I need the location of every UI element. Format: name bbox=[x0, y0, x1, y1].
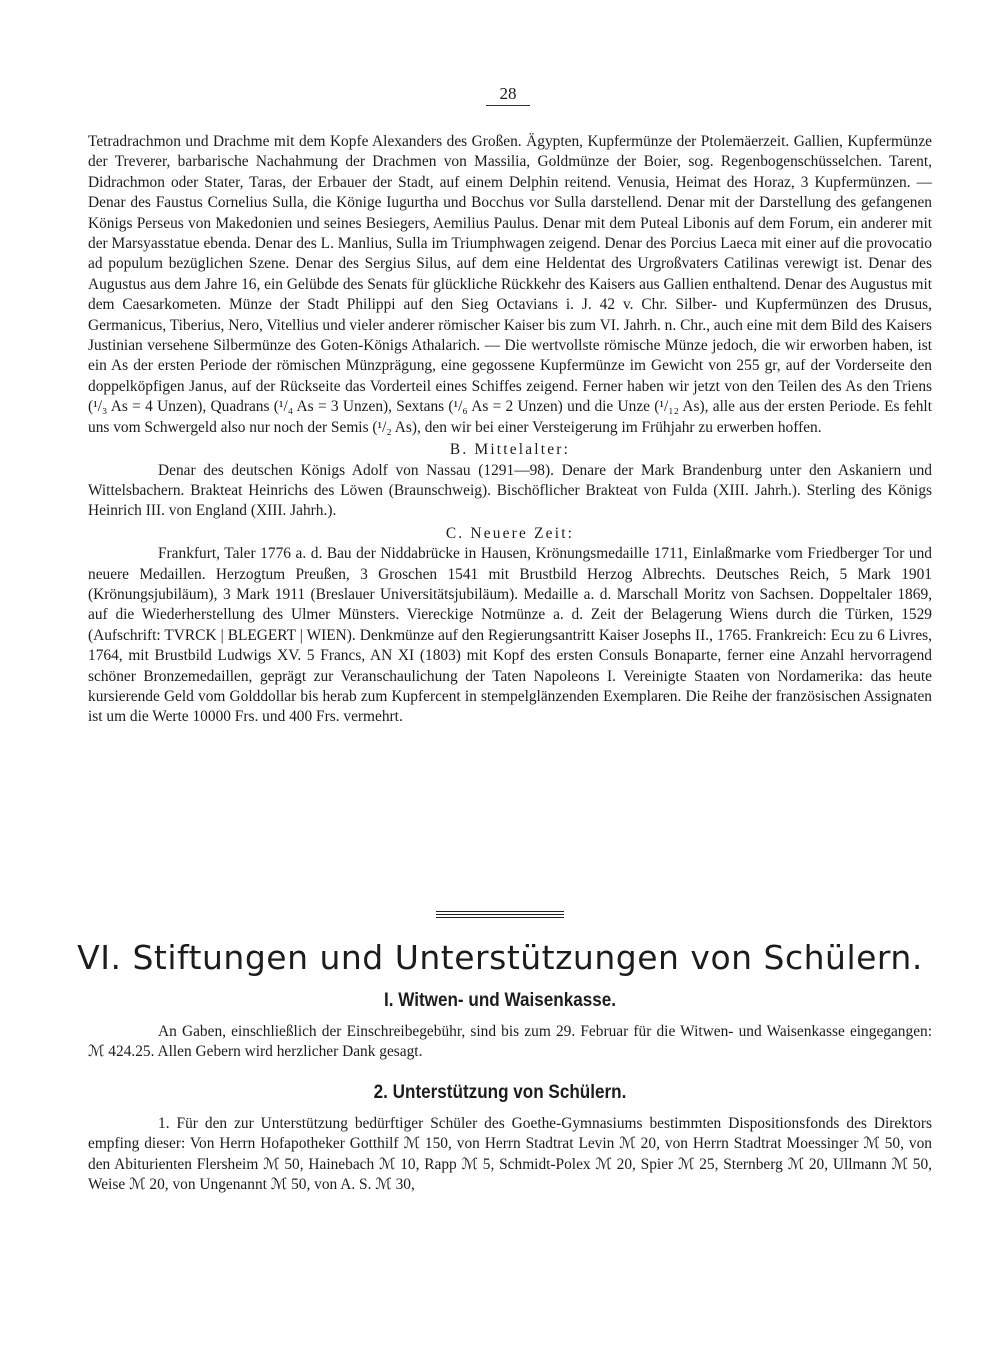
chapter-title: VI. Stiftungen und Unterstützungen von Schülern. bbox=[77, 938, 923, 977]
section-divider bbox=[436, 911, 564, 920]
coin-collection-text bbox=[88, 132, 932, 728]
section-a-paragraph: Tetradrachmon und Drachme mit dem Kopfe Alexanders des Großen. Ägypten, Kupfermünze der Ptolemäerzeit. Gallien, Kupfermünze der Treverer, barbarische Nachahmung der Drachmen von Massilia, Goldmünze der Boier, sog. Regenbogenschüsselchen. Tarent, Didrachmon oder Stater, Taras, der Erbauer der Stadt, auf einem Delphin reitend. Venusia, Heimat des Horaz, 3 Kupfermünzen. — Denar des Faustus Cornelius Sulla, die Könige Iugurtha und Bocchus vor Sulla darstellend. Denar mit der Darstellung des gefangenen Königs Perseus von Makedonien und seines Besiegers, Aemilius Paulus. Denar mit dem Puteal Libonis auf dem Forum, ein anderer mit der Marsyasstatue ebenda. Denar des L. Manlius, Sulla im Triumphwagen zeigend. Denar des Porcius Laeca mit einer auf die provocatio ad populum bezüglichen Szene. Denar des Sergius Silus, auf dem eine Heldentat des Urgroßvaters Catilinas verewigt ist. Denar des Augustus aus dem Jahre 16, ein Gelübde des Senats für glückliche Rückkehr des Kaisers aus Gallien enthaltend. Denar des Augustus mit dem Caesarkometen. Münze der Stadt Philippi auf den Sieg Octavians i. J. 42 v. Chr. Silber- und Kupfermünzen des Drusus, Germanicus, Tiberius, Nero, Vitellius und vieler anderer römischer Kaiser bis zum VI. Jahrh. n. Chr., auch eine mit dem Bild des Kaisers Justinian versehene Silbermünze des Goten-Königs Athalarich. — Die wertvollste römische Münze jedoch, die wir erworben haben, ist ein As der ersten Periode der römischen Münzprägung, eine gegossene Kupfermünze im Gewicht von 255 gr, auf der Vorderseite den doppelköpfigen Janus, auf der Rückseite das Vorderteil eines Schiffes zeigend. Ferner haben wir jetzt von den Teilen des As den Triens (¹/₃ As = 4 Unzen), Quadrans (¹/₄ As = 3 Unzen), Sextans (¹/₆ As = 2 Unzen) und die Unze (¹/₁₂ As), alle aus der ersten Periode. Es fehlt uns vom Schwergeld also nur noch der Semis (¹/₂ As), den wir bei einer Versteigerung im Frühjahr zu erwerben hoffen. bbox=[88, 133, 932, 436]
page-number: 28 bbox=[486, 84, 530, 106]
section-heading-student-support: 2. Unterstützung von Schülern. bbox=[373, 1082, 627, 1103]
section-b-heading: B. Mittelalter: bbox=[449, 441, 571, 459]
section-c-paragraph: Frankfurt, Taler 1776 a. d. Bau der Niddabrücke in Hausen, Krönungsmedaille 1711, Einlaßmarke vom Friedberger Tor und neuere Medaillen. Herzogtum Preußen, 3 Groschen 1541 mit Brustbild Herzog Albrechts. Deutsches Reich, 5 Mark 1901 (Krönungsjubiläum), 3 Mark 1911 (Breslauer Universitätsjubiläum). Medaille a. d. Marschall Moritz von Sachsen. Doppeltaler 1869, auf die Wiederherstellung des Ulmer Münsters. Viereckige Notmünze a. d. Zeit der Belagerung Wiens durch die Türken, 1529 (Aufschrift: TVRCK | BLEGERT | WIEN). Denkmünze auf den Regierungsantritt Kaiser Josephs II., 1765. Frankreich: Ecu zu 6 Livres, 1764, mit Brustbild Ludwigs XV. 5 Francs, AN XI (1803) mit Kopf des ersten Consuls Bonaparte, ferner eine Anzahl hervorragend schöner Bronzemedaillen, geprägt zur Veranschaulichung der Taten Napoleons I. Vereinigte Staaten von Nordamerika: das heute kursierende Geld vom Golddollar bis herab zum Kupfercent in stempelglänzenden Exemplaren. Die Reihe der französischen Assignaten ist um die Werte 10000 Frs. und 400 Frs. vermehrt. bbox=[88, 545, 932, 726]
widows-fund-paragraph: An Gaben, einschließlich der Einschreibegebühr, sind bis zum 29. Februar für die Witwen- und Waisenkasse eingegangen: ℳ 424.25. Allen Gebern wird herzlicher Dank gesagt. bbox=[88, 1023, 932, 1061]
student-support-paragraph: 1. Für den zur Unterstützung bedürftiger Schüler des Goethe-Gymnasiums bestimmten Dispositionsfonds des Direktors empfing dieser: Von Herrn Hofapotheker Gotthilf ℳ 150, von Herrn Stadtrat Levin ℳ 20, von Herrn Stadtrat Moessinger ℳ 50, von den Abiturienten Flersheim ℳ 50, Hainebach ℳ 10, Rapp ℳ 5, Schmidt-Polex ℳ 20, Spier ℳ 25, Sternberg ℳ 20, Ullmann ℳ 50, Weise ℳ 20, von Ungenannt ℳ 50, von A. S. ℳ 30, bbox=[88, 1115, 932, 1194]
section-heading-widows-fund: I. Witwen- und Waisenkasse. bbox=[383, 990, 617, 1011]
section-b-paragraph: Denar des deutschen Königs Adolf von Nassau (1291—98). Denare der Mark Brandenburg unter den Askaniern und Wittelsbachern. Brakteat Heinrichs des Löwen (Braunschweig). Bischöflicher Brakteat von Fulda (XIII. Jahrh.). Sterling des Königs Heinrich III. von England (XIII. Jahrh.). bbox=[88, 461, 932, 520]
section-c-heading: C. Neuere Zeit: bbox=[445, 524, 575, 542]
